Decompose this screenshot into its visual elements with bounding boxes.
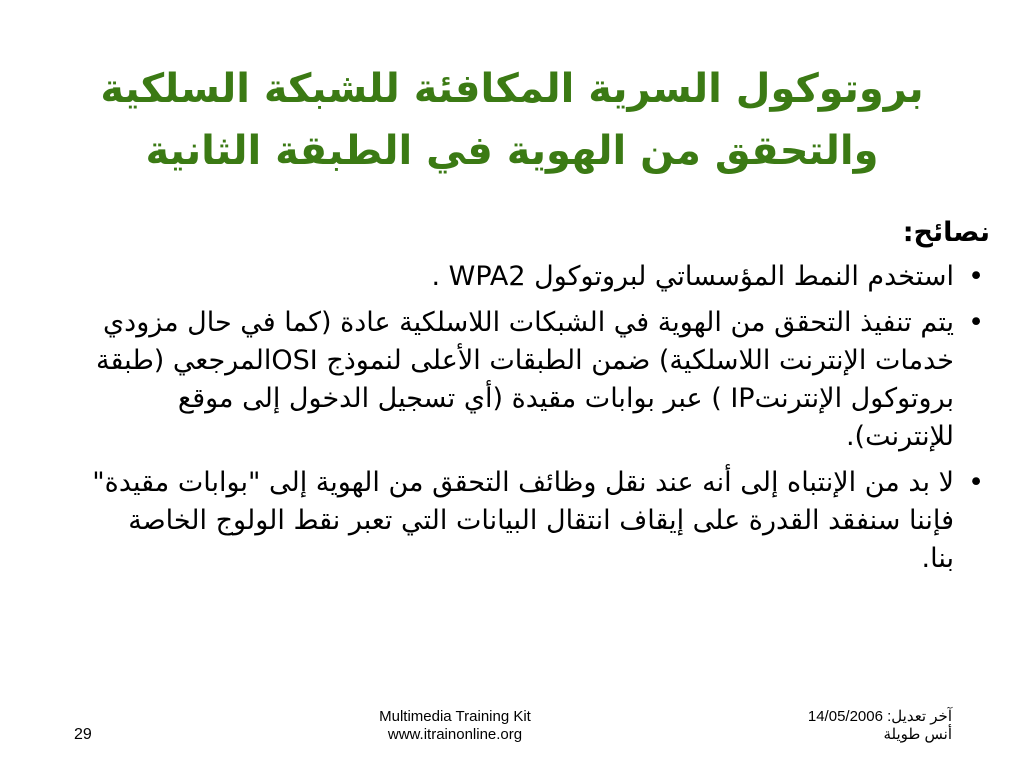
bullet-text-1: استخدم النمط المؤسساتي لبروتوكول WPA2 . [431,261,954,292]
bullet-item-2 [90,304,990,456]
footer-author: أنس طويلة [883,726,952,743]
page-number: 29 [74,726,92,743]
slide-title [60,58,964,182]
bullet-icon: • [968,261,984,292]
footer-right [692,708,952,744]
slide-title-line-2: والتحقق من الهوية في الطبقة الثانية [145,128,879,174]
bullet-icon: • [968,467,984,498]
bullet-item-1 [90,258,990,296]
slide-content [90,214,990,586]
footer-modified-date: آخر تعديل: 14/05/2006 [807,708,952,725]
bullet-text-2: يتم تنفيذ التحقق من الهوية في الشبكات اللاسلكية عادة (كما في حال مزودي خدمات الإنترنت اللاسلكية) ضمن الطبقات الأعلى لنموذج OSIالمرجعي (طبقة بروتوكول الإنترنتIP ) عبر بوابات مقيدة (أي تسجيل الدخول إلى موقع للإنترنت). [96,307,954,452]
bullet-icon: • [968,307,984,338]
tips-heading: نصائح: [902,217,990,248]
footer-kit-name: Multimedia Training Kit [379,708,531,725]
footer-center [330,708,580,744]
bullet-text-3: لا بد من الإنتباه إلى أنه عند نقل وظائف التحقق من الهوية إلى "بوابات مقيدة" فإننا سنفقد القدرة على إيقاف انتقال البيانات التي تعبر نقط الولوج الخاصة بنا. [92,467,954,574]
footer-website: www.itrainonline.org [387,726,523,743]
bullet-item-3 [90,464,990,578]
bullet-list [90,258,990,578]
slide-title-line-1: بروتوكول السرية المكافئة للشبكة السلكية [100,66,924,112]
